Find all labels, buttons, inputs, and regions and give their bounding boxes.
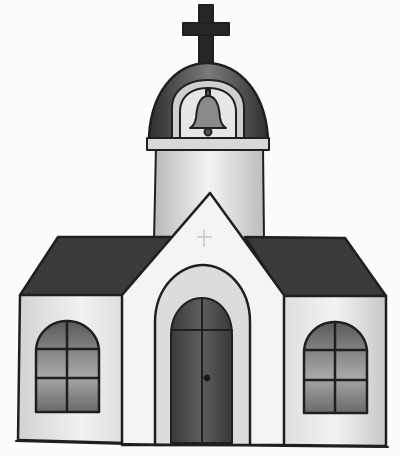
left-window bbox=[36, 321, 99, 412]
right-window bbox=[304, 322, 367, 413]
cross-icon bbox=[183, 5, 229, 63]
front-door bbox=[171, 298, 232, 443]
